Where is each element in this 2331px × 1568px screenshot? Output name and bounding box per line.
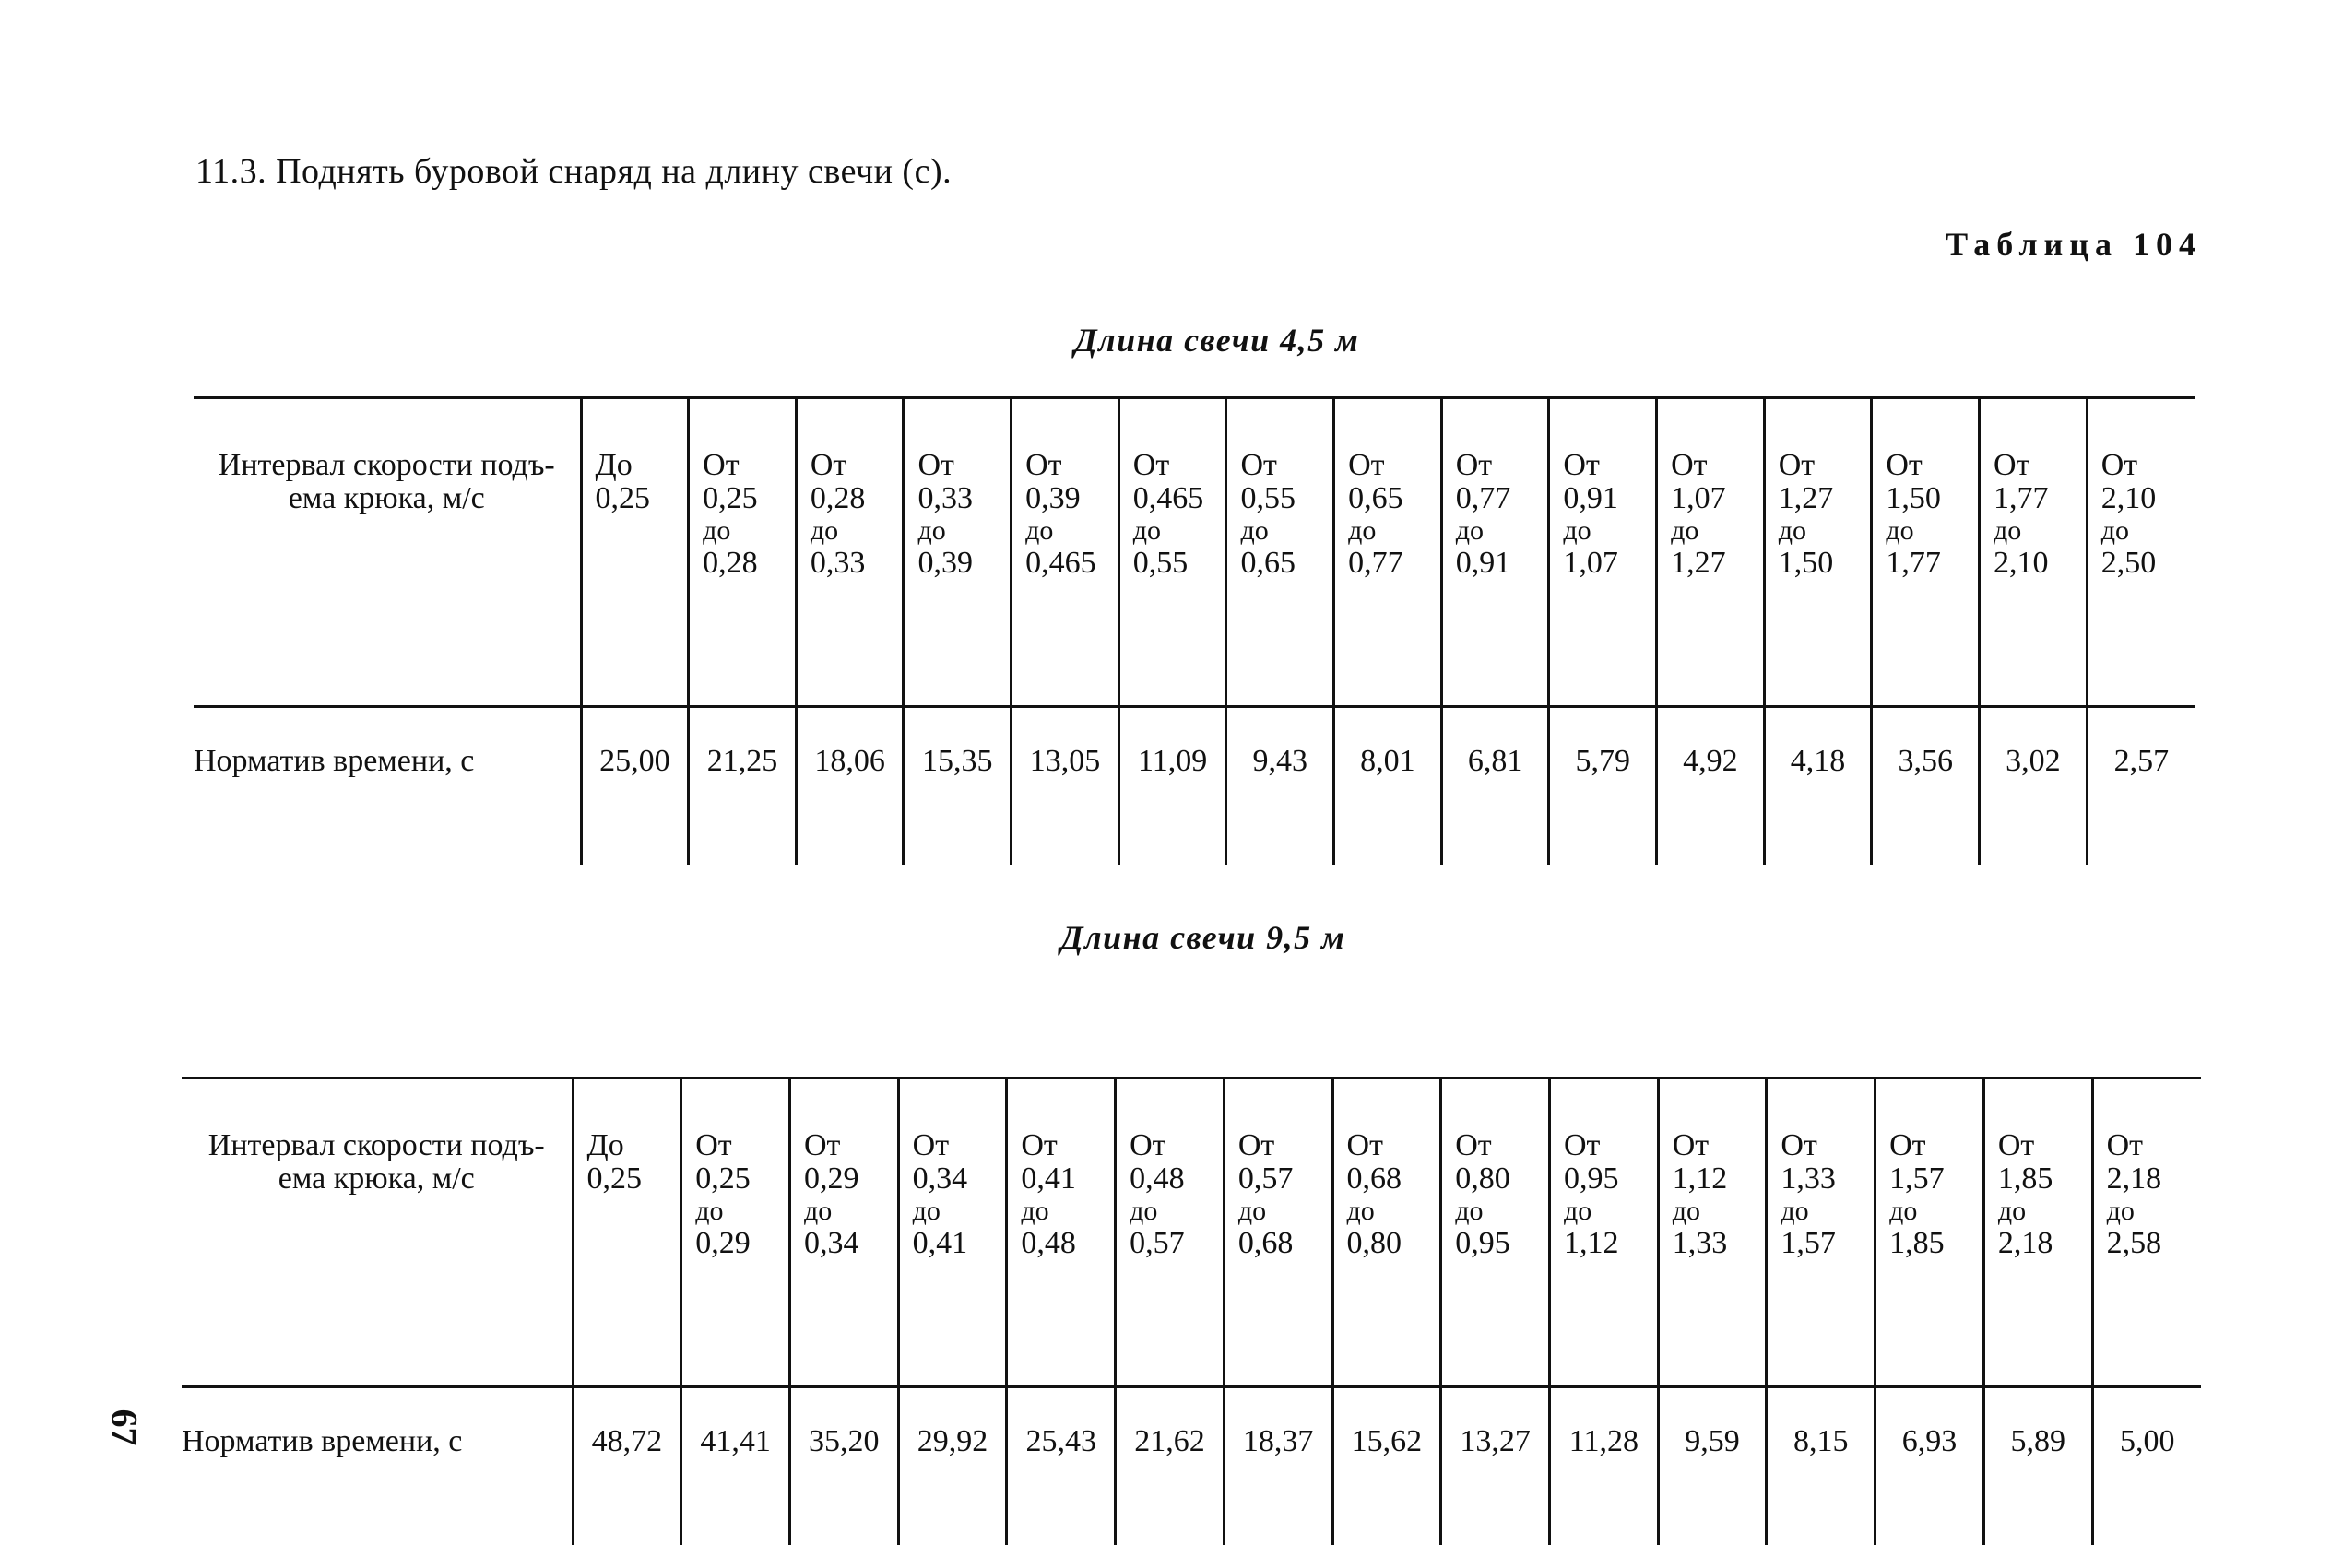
interval-cell <box>1549 1079 1658 1387</box>
interval-lo: 0,80 <box>1455 1161 1510 1196</box>
time-norm-value: 25,43 <box>1007 1387 1116 1546</box>
interval-from: От <box>1346 1128 1383 1162</box>
interval-cell <box>1226 398 1334 707</box>
interval-cell <box>904 398 1012 707</box>
interval-cell <box>1872 398 1980 707</box>
interval-lo: 0,65 <box>1348 481 1403 515</box>
table-number: Таблица 104 <box>1946 226 2202 263</box>
interval-lo: 0,34 <box>912 1161 968 1196</box>
interval-to: до <box>1346 1196 1375 1226</box>
interval-to: до <box>912 1196 941 1226</box>
interval-hi: 2,18 <box>1997 1226 2053 1260</box>
interval-to: до <box>1997 1196 2027 1226</box>
interval-header-row <box>194 398 2195 707</box>
interval-to: до <box>1021 1196 1049 1226</box>
interval-hi: 0,39 <box>917 546 973 580</box>
interval-hi: 1,07 <box>1563 546 1618 580</box>
interval-from: От <box>1778 448 1816 482</box>
time-norm-value: 6,93 <box>1875 1387 1984 1546</box>
interval-hi: 0,68 <box>1237 1226 1294 1260</box>
interval-cell <box>898 1079 1007 1387</box>
interval-lo: 0,33 <box>917 481 973 515</box>
interval-to: до <box>917 515 946 546</box>
interval-hi: 0,95 <box>1455 1226 1510 1260</box>
interval-to: до <box>1237 1196 1267 1226</box>
interval-from: От <box>703 448 740 482</box>
interval-hi: 0,57 <box>1130 1226 1185 1260</box>
interval-to: до <box>2106 1196 2135 1226</box>
time-norm-value: 3,02 <box>1980 707 2088 866</box>
interval-lo: 0,68 <box>1346 1161 1402 1196</box>
time-norm-value: 4,18 <box>1764 707 1872 866</box>
interval-to: до <box>1563 1196 1592 1226</box>
interval-cell <box>1441 398 1549 707</box>
interval-to: до <box>1781 1196 1809 1226</box>
interval-cell <box>1875 1079 1984 1387</box>
time-norm-value: 5,89 <box>1983 1387 2092 1546</box>
interval-cell <box>1658 1079 1767 1387</box>
interval-lo: 0,57 <box>1237 1161 1294 1196</box>
interval-to: до <box>2100 515 2129 546</box>
interval-from: До <box>595 448 633 482</box>
interval-hi: 2,50 <box>2100 546 2157 580</box>
time-norm-value: 15,62 <box>1332 1387 1441 1546</box>
interval-to: до <box>703 515 731 546</box>
time-norm-value: 25,00 <box>581 707 689 866</box>
interval-lo: 1,33 <box>1781 1161 1836 1196</box>
time-norm-value: 5,00 <box>2092 1387 2201 1546</box>
time-norm-value: 6,81 <box>1441 707 1549 866</box>
interval-to: до <box>1025 515 1054 546</box>
interval-hi: 1,50 <box>1778 546 1834 580</box>
table-1-subtitle: Длина свечи 4,5 м <box>1074 322 1360 359</box>
interval-lo: 0,29 <box>803 1161 859 1196</box>
interval-cell <box>789 1079 898 1387</box>
interval-from: От <box>1455 1128 1492 1162</box>
interval-lo: 0,465 <box>1132 481 1204 515</box>
interval-hi: 2,58 <box>2106 1226 2162 1260</box>
interval-cell <box>581 398 689 707</box>
time-norm-value: 18,06 <box>796 707 904 866</box>
time-norm-value: 3,56 <box>1872 707 1980 866</box>
interval-cell <box>1224 1079 1332 1387</box>
interval-to: до <box>1778 515 1806 546</box>
interval-cell <box>796 398 904 707</box>
interval-label: Интервал скорости подъ-ема крюка, м/с <box>194 398 581 707</box>
interval-from: От <box>1997 1128 2035 1162</box>
interval-lo: 0,25 <box>595 481 650 515</box>
interval-hi: 1,77 <box>1886 546 1941 580</box>
interval-hi: 1,57 <box>1781 1226 1836 1260</box>
interval-from: От <box>2106 1128 2143 1162</box>
interval-to: до <box>1563 515 1591 546</box>
time-norm-value: 9,59 <box>1658 1387 1767 1546</box>
interval-hi: 0,41 <box>912 1226 968 1260</box>
interval-hi: 1,27 <box>1671 546 1726 580</box>
interval-cell <box>1657 398 1765 707</box>
section-title: 11.3. Поднять буровой снаряд на длину свечи (с). <box>195 152 953 191</box>
interval-to: до <box>1348 515 1377 546</box>
interval-hi: 2,10 <box>1994 546 2049 580</box>
table-candle-9-5 <box>182 1077 2201 1545</box>
interval-from: От <box>2100 448 2138 482</box>
interval-to: до <box>1130 1196 1158 1226</box>
time-norm-row <box>194 707 2195 866</box>
interval-cell <box>2092 1079 2201 1387</box>
interval-lo: 1,27 <box>1778 481 1834 515</box>
interval-cell <box>1007 1079 1116 1387</box>
interval-hi: 0,34 <box>803 1226 859 1260</box>
table-candle-4-5 <box>194 396 2195 865</box>
interval-cell <box>2087 398 2195 707</box>
interval-from: От <box>1132 448 1170 482</box>
time-norm-row <box>182 1387 2201 1546</box>
interval-lo: 0,39 <box>1025 481 1081 515</box>
interval-lo: 1,50 <box>1886 481 1941 515</box>
interval-lo: 0,25 <box>703 481 758 515</box>
interval-hi: 0,465 <box>1025 546 1096 580</box>
interval-from: От <box>1237 1128 1275 1162</box>
time-norm-value: 8,15 <box>1767 1387 1875 1546</box>
interval-lo: 0,91 <box>1563 481 1618 515</box>
interval-hi: 0,77 <box>1348 546 1403 580</box>
interval-hi: 0,29 <box>695 1226 751 1260</box>
interval-header-row <box>182 1079 2201 1387</box>
interval-from: От <box>1240 448 1277 482</box>
interval-to: до <box>1672 1196 1700 1226</box>
interval-from: От <box>1021 1128 1058 1162</box>
interval-from: От <box>1781 1128 1817 1162</box>
interval-from: От <box>1563 1128 1601 1162</box>
interval-to: до <box>1455 515 1485 546</box>
interval-lo: 1,57 <box>1889 1161 1945 1196</box>
interval-hi: 0,91 <box>1455 546 1511 580</box>
interval-lo: 1,85 <box>1997 1161 2053 1196</box>
interval-hi: 0,33 <box>810 546 866 580</box>
interval-to: до <box>1455 1196 1484 1226</box>
interval-hi: 0,55 <box>1132 546 1189 580</box>
time-norm-value: 41,41 <box>681 1387 790 1546</box>
interval-from: От <box>695 1128 732 1162</box>
interval-from: От <box>1886 448 1923 482</box>
interval-to: до <box>695 1196 724 1226</box>
interval-cell <box>1441 1079 1550 1387</box>
interval-from: От <box>1455 448 1493 482</box>
interval-cell <box>1983 1079 2092 1387</box>
interval-from: От <box>1889 1128 1926 1162</box>
interval-cell <box>1980 398 2088 707</box>
interval-to: до <box>810 515 839 546</box>
time-norm-value: 21,62 <box>1116 1387 1225 1546</box>
interval-lo: 2,10 <box>2100 481 2157 515</box>
interval-cell <box>1767 1079 1875 1387</box>
interval-cell <box>573 1079 681 1387</box>
interval-cell <box>689 398 797 707</box>
time-norm-value: 8,01 <box>1334 707 1442 866</box>
interval-from: От <box>1130 1128 1166 1162</box>
table-2-subtitle: Длина свечи 9,5 м <box>1060 919 1346 956</box>
time-norm-value: 29,92 <box>898 1387 1007 1546</box>
interval-hi: 0,28 <box>703 546 758 580</box>
time-norm-value: 35,20 <box>789 1387 898 1546</box>
time-norm-value: 11,28 <box>1549 1387 1658 1546</box>
interval-lo: 0,25 <box>586 1161 642 1196</box>
interval-hi: 1,33 <box>1672 1226 1728 1260</box>
interval-hi: 0,65 <box>1240 546 1296 580</box>
interval-to: до <box>1132 515 1162 546</box>
time-norm-value: 15,35 <box>904 707 1012 866</box>
interval-cell <box>1012 398 1119 707</box>
interval-to: до <box>1994 515 2022 546</box>
interval-from: От <box>1025 448 1062 482</box>
interval-from: От <box>1672 1128 1710 1162</box>
time-norm-value: 11,09 <box>1118 707 1226 866</box>
interval-lo: 0,28 <box>810 481 866 515</box>
interval-to: до <box>1671 515 1699 546</box>
time-norm-value: 13,05 <box>1012 707 1119 866</box>
interval-cell <box>1116 1079 1225 1387</box>
time-norm-value: 4,92 <box>1657 707 1765 866</box>
interval-from: От <box>1348 448 1385 482</box>
interval-cell <box>1332 1079 1441 1387</box>
interval-lo: 0,77 <box>1455 481 1511 515</box>
interval-lo: 1,12 <box>1672 1161 1728 1196</box>
interval-from: От <box>1563 448 1600 482</box>
interval-hi: 0,80 <box>1346 1226 1402 1260</box>
interval-hi: 0,48 <box>1021 1226 1076 1260</box>
time-norm-value: 13,27 <box>1441 1387 1550 1546</box>
time-norm-value: 21,25 <box>689 707 797 866</box>
interval-lo: 1,77 <box>1994 481 2049 515</box>
interval-to: до <box>1240 515 1269 546</box>
interval-cell <box>1118 398 1226 707</box>
interval-from: От <box>810 448 847 482</box>
time-norm-value: 48,72 <box>573 1387 681 1546</box>
interval-lo: 0,55 <box>1240 481 1296 515</box>
time-norm-value: 2,57 <box>2087 707 2195 866</box>
interval-lo: 1,07 <box>1671 481 1726 515</box>
interval-lo: 0,25 <box>695 1161 751 1196</box>
interval-label: Интервал скорости подъ-ема крюка, м/с <box>182 1079 573 1387</box>
interval-lo: 0,48 <box>1130 1161 1185 1196</box>
time-norm-value: 5,79 <box>1549 707 1657 866</box>
interval-hi: 1,12 <box>1563 1226 1619 1260</box>
interval-from: От <box>803 1128 841 1162</box>
interval-to: до <box>803 1196 833 1226</box>
time-norm-label: Норматив времени, с <box>194 744 475 778</box>
interval-from: От <box>912 1128 950 1162</box>
interval-cell <box>1764 398 1872 707</box>
page-number: 67 <box>103 1409 146 1446</box>
interval-to: до <box>1889 1196 1918 1226</box>
interval-cell <box>1334 398 1442 707</box>
interval-lo: 2,18 <box>2106 1161 2162 1196</box>
time-norm-value: 18,37 <box>1224 1387 1332 1546</box>
interval-from: От <box>1671 448 1708 482</box>
interval-cell <box>1549 398 1657 707</box>
interval-hi: 1,85 <box>1889 1226 1945 1260</box>
interval-from: До <box>586 1128 624 1162</box>
time-norm-label: Норматив времени, с <box>182 1424 463 1458</box>
time-norm-value: 9,43 <box>1226 707 1334 866</box>
interval-lo: 0,41 <box>1021 1161 1076 1196</box>
interval-cell <box>681 1079 790 1387</box>
interval-to: до <box>1886 515 1914 546</box>
interval-from: От <box>917 448 954 482</box>
interval-from: От <box>1994 448 2030 482</box>
interval-lo: 0,95 <box>1563 1161 1619 1196</box>
